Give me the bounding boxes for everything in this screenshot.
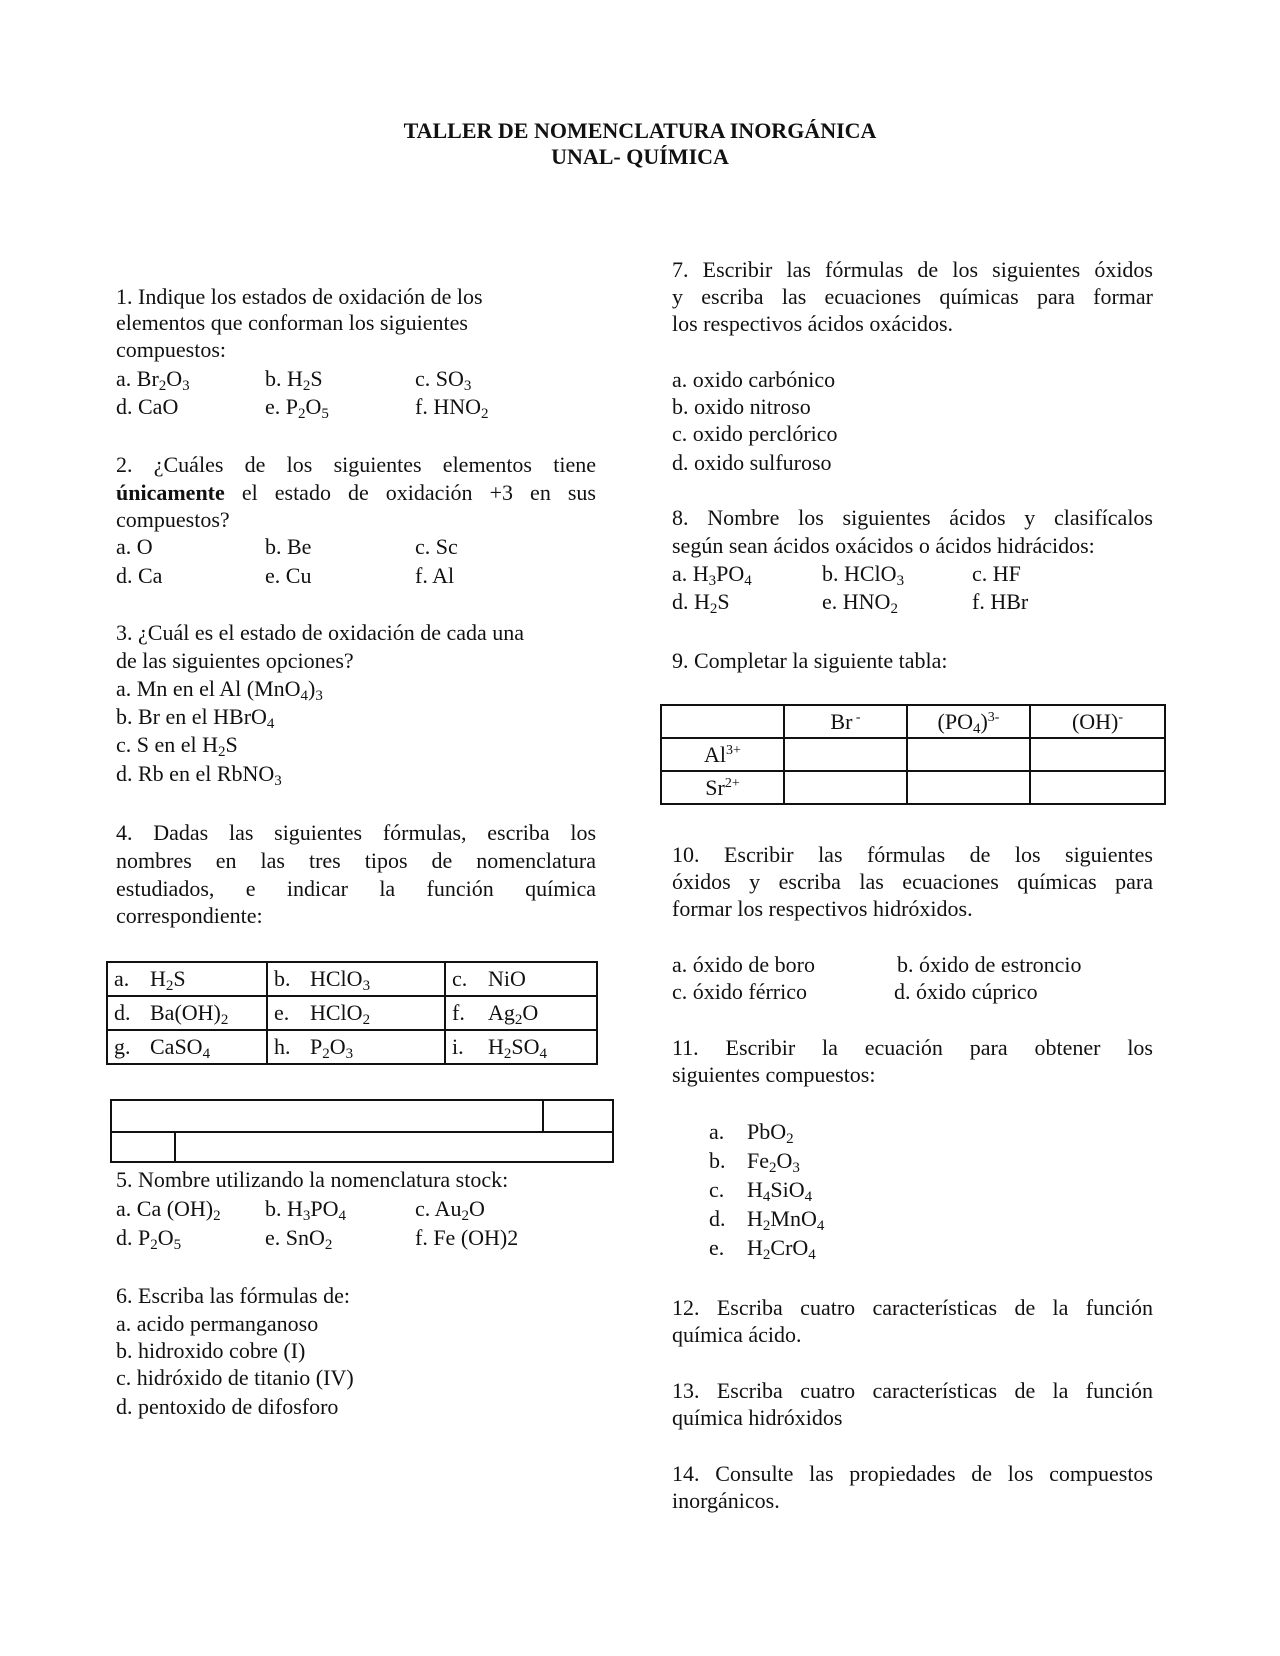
q4-line-1: 4. Dadas las siguientes fórmulas, escriba los — [116, 820, 596, 845]
q8-line-2: según sean ácidos oxácidos o ácidos hidrácidos: — [672, 533, 1095, 558]
q2-option-e: e. Cu — [265, 563, 312, 588]
q10-line-1: 10. Escribir las fórmulas de los siguientes — [672, 842, 1153, 867]
q3-line-1: 3. ¿Cuál es el estado de oxidación de cada una — [116, 620, 525, 645]
q1-line-1: 1. Indique los estados de oxidación de los — [116, 284, 483, 309]
q10-option-a: a. óxido de boro — [672, 952, 815, 977]
q7-option-b: b. oxido nitroso — [672, 394, 811, 419]
q6-option-b: b. hidroxido cobre (I) — [116, 1338, 306, 1363]
q13-line-1: 13. Escriba cuatro características de la función — [672, 1378, 1153, 1403]
q2-option-f: f. Al — [415, 563, 455, 588]
q4-cell-g: g. CaSO$_4$ — [107, 1030, 267, 1064]
q2-option-a: a. O — [116, 534, 153, 559]
q9-header-phosphate: $(PO_4)^{3-}$ — [907, 705, 1030, 738]
q6-option-d: d. pentoxido de difosforo — [116, 1394, 339, 1419]
q3-option-c: c. S en el $H_2S$ — [116, 732, 238, 760]
q10-line-3: formar los respectivos hidróxidos. — [672, 896, 973, 921]
q9-answer-cell[interactable] — [1030, 771, 1165, 804]
q8-option-b: b. HClO$_3$ — [822, 561, 905, 589]
q7-option-c: c. oxido perclórico — [672, 421, 838, 446]
q10-option-d: d. óxido cúprico — [894, 979, 1038, 1004]
q4-line-2: nombres en las tres tipos de nomenclatura — [116, 848, 596, 873]
q11-option-b: b. $Fe_2O_3$ — [709, 1148, 800, 1176]
q4-line-3: estudiados, e indicar la función química — [116, 876, 596, 901]
q7-line-1: 7. Escribir las fórmulas de los siguientes óxidos — [672, 257, 1153, 282]
q8-option-a: a. $H_3PO_4$ — [672, 561, 752, 589]
q11-line-2: siguientes compuestos: — [672, 1062, 876, 1087]
page-title: TALLER DE NOMENCLATURA INORGÁNICA — [403, 118, 877, 143]
q4-cell-a: a. $H_2S$ — [107, 962, 267, 996]
q7-option-a: a. oxido carbónico — [672, 367, 836, 392]
q11-option-c: c. $H_4SiO_4$ — [709, 1177, 813, 1205]
q6-option-c: c. hidróxido de titanio (IV) — [116, 1365, 354, 1390]
q6-option-a: a. acido permanganoso — [116, 1311, 319, 1336]
q4-cell-h: h. $P_2O_3$ — [267, 1030, 445, 1064]
q9-answer-cell[interactable] — [907, 738, 1030, 771]
q4-formula-table — [106, 961, 598, 1065]
q1-option-b: b. $H_2S$ — [265, 366, 323, 394]
q9-header-hydroxide: (OH)- — [1030, 705, 1165, 738]
page-subtitle: UNAL- QUÍMICA — [551, 144, 729, 169]
q8-option-c: c. HF — [972, 561, 1021, 586]
q4-cell-d: d. $Ba(OH)_2$ — [107, 996, 267, 1030]
q1-line-2: elementos que conforman los siguientes — [116, 310, 468, 335]
q5-option-f: f. Fe (OH)2 — [415, 1225, 519, 1250]
q4-line-4: correspondiente: — [116, 903, 263, 928]
q3-line-2: de las siguientes opciones? — [116, 648, 354, 673]
q4-cell-i: i. $H_2SO_4$ — [445, 1030, 597, 1064]
q8-option-f: f. HBr — [972, 589, 1029, 614]
q13-line-2: química hidróxidos — [672, 1405, 843, 1430]
q4-cell-c: c. NiO — [445, 962, 597, 996]
q12-line-1: 12. Escriba cuatro características de la función — [672, 1295, 1153, 1320]
q9-ion-table — [660, 704, 1166, 805]
q9-header-bromide: Br - — [784, 705, 907, 738]
q8-option-e: e. $HNO_2$ — [822, 589, 898, 617]
q10-option-c: c. óxido férrico — [672, 979, 807, 1004]
q4-cell-f: f. $Ag_2O$ — [445, 996, 597, 1030]
q4-cell-e: e. HClO$_2$ — [267, 996, 445, 1030]
q2-option-d: d. Ca — [116, 563, 163, 588]
empty-answer-box — [110, 1099, 614, 1163]
q9-answer-cell[interactable] — [1030, 738, 1165, 771]
q7-line-2: y escriba las ecuaciones químicas para formar — [672, 284, 1153, 309]
q11-option-a: a. PbO$_2$ — [709, 1119, 794, 1147]
q9-answer-cell[interactable] — [907, 771, 1030, 804]
q3-option-a: a. Mn en el Al $(MnO_4)_3$ — [116, 676, 323, 704]
q8-line-1: 8. Nombre los siguientes ácidos y clasifícalos — [672, 505, 1153, 530]
q9-corner-cell — [661, 705, 784, 738]
q7-option-d: d. oxido sulfuroso — [672, 450, 832, 475]
empty-box-top-split — [542, 1101, 544, 1131]
q2-option-c: c. Sc — [415, 534, 458, 559]
empty-box-divider — [112, 1131, 612, 1133]
q11-option-e: e. $H_2CrO_4$ — [709, 1235, 816, 1263]
q9-answer-cell[interactable] — [784, 738, 907, 771]
q2-line-1: 2. ¿Cuáles de los siguientes elementos tiene — [116, 452, 596, 477]
q14-line-2: inorgánicos. — [672, 1488, 780, 1513]
q1-option-c: c. $SO_3$ — [415, 366, 472, 394]
q10-line-2: óxidos y escriba las ecuaciones químicas para — [672, 869, 1153, 894]
q4-cell-b: b. HClO$_3$ — [267, 962, 445, 996]
q1-line-3: compuestos: — [116, 337, 226, 362]
q1-option-f: f. $HNO_2$ — [415, 394, 489, 422]
q1-option-d: d. CaO — [116, 394, 179, 419]
q9-line-1: 9. Completar la siguiente tabla: — [672, 648, 948, 673]
q2-option-b: b. Be — [265, 534, 312, 559]
q12-line-2: química ácido. — [672, 1322, 802, 1347]
q14-line-1: 14. Consulte las propiedades de los compuestos — [672, 1461, 1153, 1486]
q5-option-a: a. Ca $(OH)_2$ — [116, 1196, 221, 1224]
q10-option-b: b. óxido de estroncio — [897, 952, 1082, 977]
q9-answer-cell[interactable] — [784, 771, 907, 804]
empty-box-bottom-split — [174, 1131, 176, 1161]
q1-option-e: e. $P_2O_5$ — [265, 394, 329, 422]
q3-option-d: d. Rb en el RbNO$_3$ — [116, 761, 282, 789]
q2-line-2: únicamente el estado de oxidación +3 en sus — [116, 480, 596, 505]
q2-line-3: compuestos? — [116, 507, 230, 532]
q1-option-a: a. $Br_2O_3$ — [116, 366, 190, 394]
q9-row-aluminium: $Al^{3+}$ — [661, 738, 784, 771]
q11-line-1: 11. Escribir la ecuación para obtener los — [672, 1035, 1153, 1060]
q7-line-3: los respectivos ácidos oxácidos. — [672, 311, 954, 336]
q11-option-d: d. $H_2MnO_4$ — [709, 1206, 825, 1234]
q5-option-b: b. $H_3PO_4$ — [265, 1196, 347, 1224]
q5-option-d: d. $P_2O_5$ — [116, 1225, 182, 1253]
q5-line-1: 5. Nombre utilizando la nomenclatura stock: — [116, 1167, 509, 1192]
q3-option-b: b. Br en el HBrO$_4$ — [116, 704, 275, 732]
q9-row-strontium: $Sr^{2+}$ — [661, 771, 784, 804]
q5-option-e: e. SnO$_2$ — [265, 1225, 333, 1253]
q8-option-d: d. $H_2S$ — [672, 589, 730, 617]
q6-line-1: 6. Escriba las fórmulas de: — [116, 1283, 350, 1308]
q5-option-c: c. $Au_2O$ — [415, 1196, 485, 1224]
